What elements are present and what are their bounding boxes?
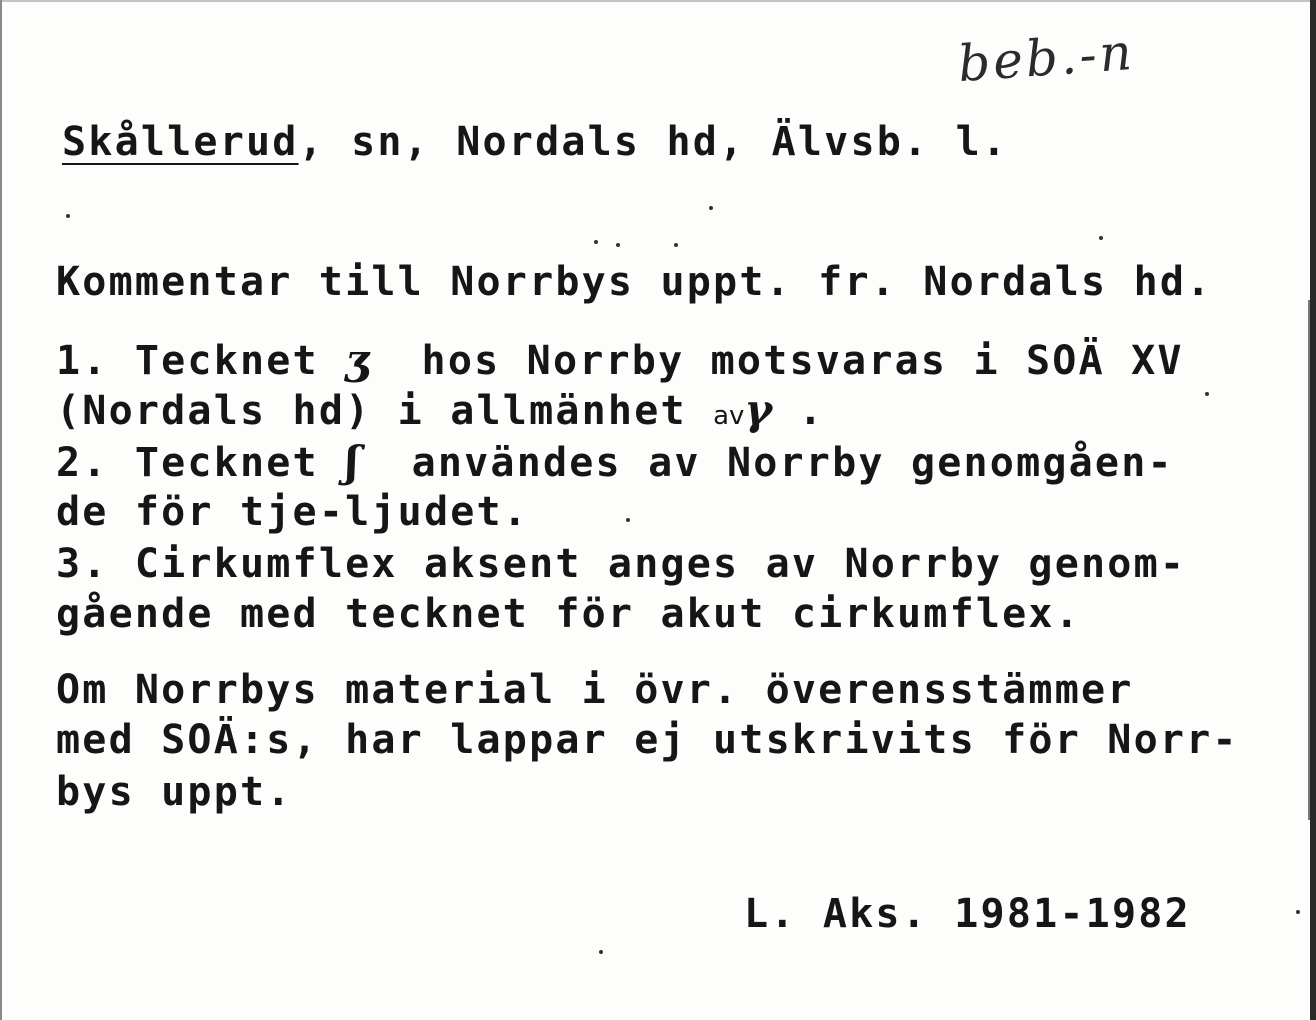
item-2-text-a: 2. Tecknet [56,440,346,486]
item-1-text-c: (Nordals hd) i allmänhet [56,388,714,434]
item-1-line-2 [56,386,825,440]
heading-place-name: Skållerud [62,119,299,165]
item-2-text-b: användes av Norrby genomgåen- [359,440,1174,486]
item-1-text-d: . [772,388,825,434]
ink-speck [599,950,603,954]
item-2-line-2: de för tje-ljudet. [56,489,530,535]
item-1-line-1 [56,336,1184,385]
ink-speck [66,214,70,218]
handwritten-note: beb.-n [956,22,1137,94]
ink-speck [594,240,598,244]
closing-line-3: bys uppt. [56,769,293,815]
closing-line-2: med SOÄ:s, har lappar ej utskrivits för Norr- [56,717,1239,763]
ink-speck [626,518,630,522]
item-1-text-b: hos Norrby motsvaras i SOÄ XV [368,338,1184,384]
item-2-line-1 [56,438,1174,487]
card-left-edge [0,0,2,1020]
ink-speck [709,206,713,210]
gamma-symbol: γ [744,385,773,434]
ink-speck [674,243,678,247]
item-1-av: av [713,401,745,431]
card-right-edge [1310,0,1316,1020]
item-1-text-a: 1. Tecknet [56,338,346,384]
heading-location: , sn, Nordals hd, Älvsb. l. [298,119,1009,165]
ink-speck [616,243,620,247]
ink-speck [1205,392,1209,396]
card-right-edge-shadow [1308,300,1310,820]
ink-speck [1296,910,1300,914]
ink-speck [1099,236,1103,240]
signature: L. Aks. 1981-1982 [744,891,1191,937]
item-3-line-2: gående med tecknet för akut cirkumflex. [56,591,1081,637]
comment-title: Kommentar till Norrbys uppt. fr. Nordals hd. [56,259,1213,305]
ezh-symbol: ʒ [345,335,369,384]
esh-symbol: ʃ [345,437,360,486]
item-3-line-1: 3. Cirkumflex aksent anges av Norrby genom- [56,541,1187,587]
card-top-edge [0,0,1316,2]
card-heading [62,118,1008,166]
closing-line-1: Om Norrbys material i övr. överensstämmer [56,667,1134,713]
